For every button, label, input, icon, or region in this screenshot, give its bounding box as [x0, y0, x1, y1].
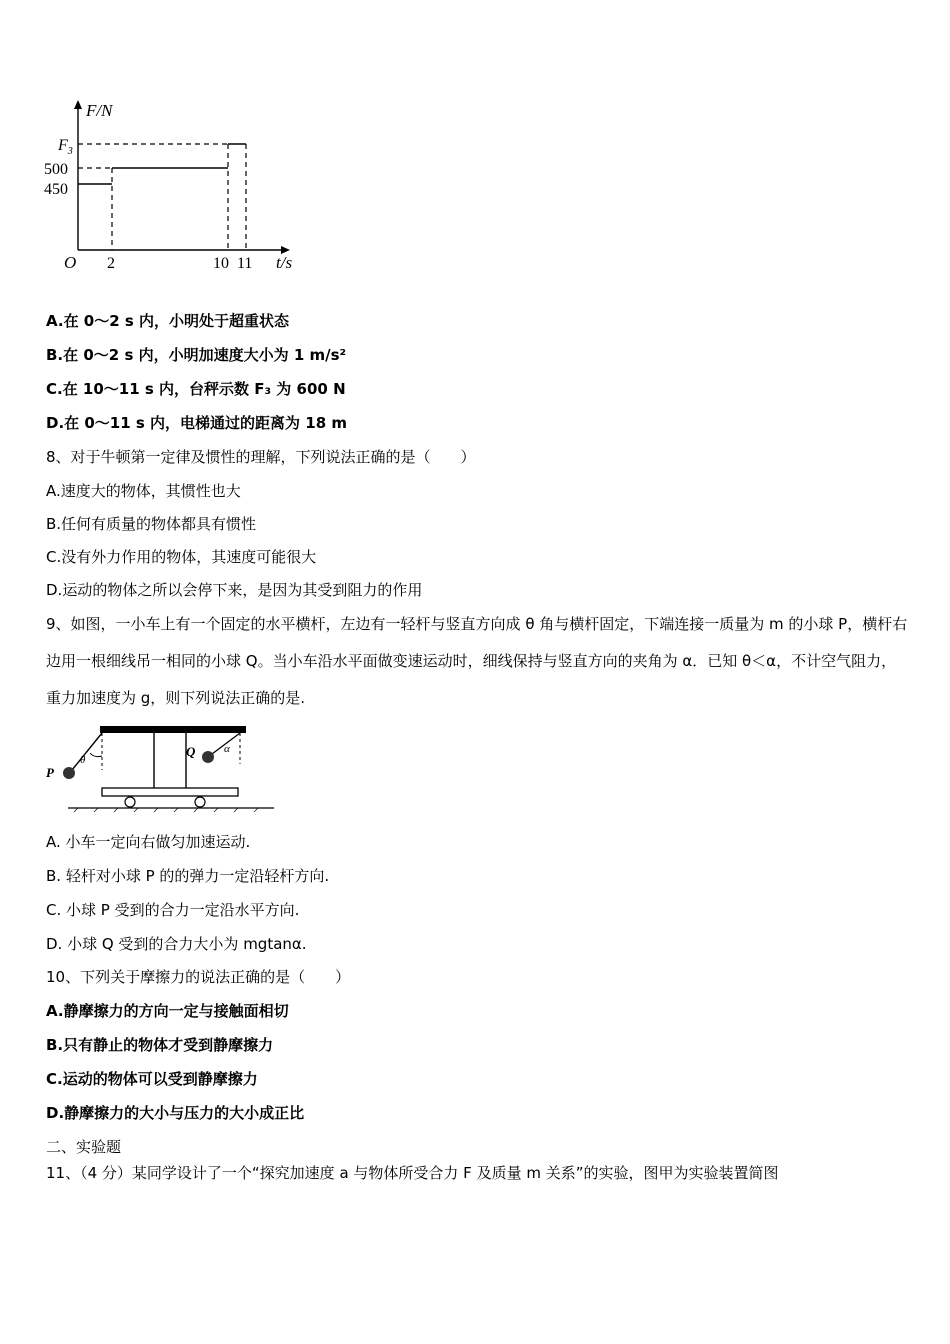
ball-p: [63, 767, 75, 779]
q10-option-a: A.静摩擦力的方向一定与接触面相切: [46, 1002, 289, 1020]
y-tick-450: 450: [44, 181, 68, 198]
alpha-label: α: [224, 743, 230, 755]
light-rod: [72, 733, 102, 770]
q7-option-d: D.在 0～11 s 内，电梯通过的距离为 18 m: [46, 414, 348, 432]
cart-body: [102, 788, 238, 796]
q8-option-d: D.运动的物体之所以会停下来，是因为其受到阻力的作用: [46, 581, 423, 599]
y-axis-arrow: [74, 100, 82, 109]
q8-option-c: C.没有外力作用的物体，其速度可能很大: [46, 548, 317, 566]
q9-option-c: C. 小球 P 受到的合力一定沿水平方向.: [46, 901, 300, 919]
x-tick-10: 10: [213, 255, 229, 272]
q8-stem: 8、对于牛顿第一定律及惯性的理解，下列说法正确的是（ ）: [46, 448, 476, 466]
q10-option-d: D.静摩擦力的大小与压力的大小成正比: [46, 1104, 305, 1122]
section-heading: 二、实验题: [46, 1138, 122, 1156]
q10-stem: 10、下列关于摩擦力的说法正确的是（ ）: [46, 968, 351, 986]
q7-option-b: B.在 0～2 s 内，小明加速度大小为 1 m/s²: [46, 346, 347, 364]
q9-stem: 9、如图，一小车上有一个固定的水平横杆，左边有一轻杆与竖直方向成 θ 角与横杆固定，下端连接一质量为 m 的小球 P，横杆右边用一根细线吊一相同的小球 Q。当小车沿水平面做变速运动时，细线保持与竖直方向的夹角为 α．已知 θ＜α，不计空气阻力，重力加速度为 g，则下列说法正确的是.: [46, 615, 908, 707]
q10-option-c: C.运动的物体可以受到静摩擦力: [46, 1070, 258, 1088]
wheel-right: [195, 797, 205, 807]
q-label: Q: [186, 744, 196, 759]
ball-q: [202, 751, 214, 763]
p-label: P: [46, 765, 54, 780]
q8-option-b: B.任何有质量的物体都具有惯性: [46, 515, 257, 533]
q7-option-c: C.在 10～11 s 内，台秤示数 F₃ 为 600 N: [46, 380, 346, 398]
x-tick-2: 2: [107, 255, 115, 272]
wheel-left: [125, 797, 135, 807]
cart-crossbar: [100, 726, 246, 733]
q10-option-b: B.只有静止的物体才受到静摩擦力: [46, 1036, 274, 1054]
origin-label: O: [64, 253, 77, 272]
force-time-graph: [40, 92, 320, 282]
q8-option-a: A.速度大的物体，其惯性也大: [46, 482, 241, 500]
q9-option-b: B. 轻杆对小球 P 的的弹力一定沿轻杆方向.: [46, 867, 330, 885]
q9-option-d: D. 小球 Q 受到的合力大小为 mgtanα.: [46, 935, 307, 953]
y-tick-500: 500: [44, 161, 68, 178]
theta-arc: [90, 753, 102, 757]
y-axis-label: F/N: [86, 101, 113, 120]
q11-stem: 11、（4 分）某同学设计了一个“探究加速度 a 与物体所受合力 F 及质量 m 关系”的实验，图甲为实验装置简图: [46, 1164, 779, 1182]
q9-option-a: A. 小车一定向右做匀加速运动.: [46, 833, 251, 851]
theta-label: θ: [80, 754, 86, 766]
q7-option-a: A.在 0～2 s 内，小明处于超重状态: [46, 312, 290, 330]
y-tick-f3: $F_3$: [58, 137, 73, 157]
cart-figure: [44, 722, 276, 818]
x-tick-11: 11: [237, 255, 253, 272]
x-axis-label: t/s: [276, 253, 293, 272]
